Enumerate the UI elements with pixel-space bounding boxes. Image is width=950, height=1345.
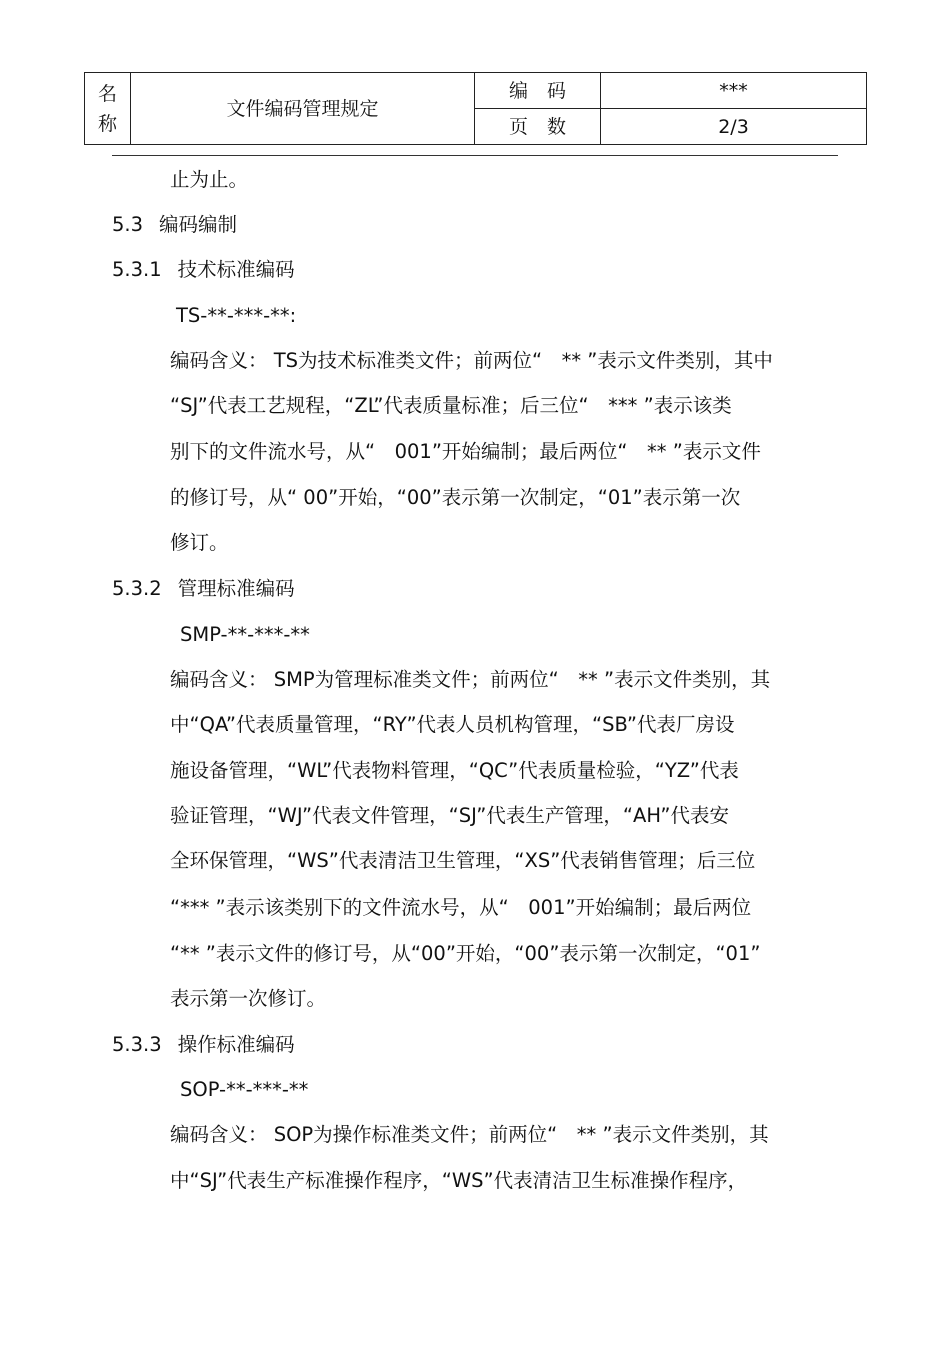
section-number: 5.3.3 bbox=[112, 1033, 162, 1056]
section-title: 操作标准编码 bbox=[177, 1033, 295, 1056]
paragraph-line: 的修订号，从“ 00”开始，“00”表示第一次制定，“01”表示第一次 bbox=[170, 486, 741, 509]
code-format-smp: SMP-**-***-** bbox=[180, 623, 310, 646]
code-label: 编 码 bbox=[475, 73, 601, 109]
paragraph-line: 表示第一次修订。 bbox=[170, 987, 327, 1010]
paragraph-line: “** ”表示文件的修订号，从“00”开始，“00”表示第一次制定，“01” bbox=[170, 942, 761, 965]
section-number: 5.3 bbox=[112, 213, 144, 236]
paragraph-line: 中“QA”代表质量管理，“RY”代表人员机构管理，“SB”代表厂房设 bbox=[170, 713, 735, 736]
section-heading-5-3-1 bbox=[112, 256, 295, 284]
paragraph-line: 全环保管理，“WS”代表清洁卫生管理，“XS”代表销售管理；后三位 bbox=[170, 849, 756, 872]
section-number: 5.3.1 bbox=[112, 258, 162, 281]
paragraph-line: “*** ”表示该类别下的文件流水号，从“ 001”开始编制；最后两位 bbox=[170, 896, 752, 919]
code-format-ts: TS-**-***-**: bbox=[176, 304, 297, 327]
pages-value: 2/3 bbox=[601, 109, 867, 145]
paragraph-line: 编码含义： SMP为管理标准类文件；前两位“ ** ”表示文件类别，其 bbox=[170, 668, 771, 691]
paragraph-line: 止为止。 bbox=[170, 168, 249, 191]
name-label: 名称 bbox=[97, 82, 117, 135]
section-heading-5-3-2 bbox=[112, 575, 295, 603]
paragraph-line: 修订。 bbox=[170, 531, 229, 554]
paragraph-line: 中“SJ”代表生产标准操作程序，“WS”代表清洁卫生标准操作程序， bbox=[170, 1169, 748, 1192]
document-title: 文件编码管理规定 bbox=[131, 73, 475, 145]
paragraph-line: 施设备管理，“WL”代表物料管理，“QC”代表质量检验，“YZ”代表 bbox=[170, 759, 739, 782]
section-number: 5.3.2 bbox=[112, 577, 162, 600]
paragraph-line: 别下的文件流水号，从“ 001”开始编制；最后两位“ ** ”表示文件 bbox=[170, 440, 761, 463]
paragraph-line: 验证管理，“WJ”代表文件管理，“SJ”代表生产管理，“AH”代表安 bbox=[170, 804, 729, 827]
paragraph-line: 编码含义： TS为技术标准类文件；前两位“ ** ”表示文件类别，其中 bbox=[170, 349, 773, 372]
section-heading-5-3 bbox=[112, 211, 237, 239]
pages-label: 页 数 bbox=[475, 109, 601, 145]
code-format-sop: SOP-**-***-** bbox=[180, 1078, 309, 1101]
header-divider bbox=[112, 155, 838, 156]
paragraph-line: “SJ”代表工艺规程，“ZL”代表质量标准；后三位“ *** ”表示该类 bbox=[170, 394, 732, 417]
section-title: 编码编制 bbox=[159, 213, 238, 236]
section-heading-5-3-3 bbox=[112, 1031, 295, 1059]
paragraph-line: 编码含义： SOP为操作标准类文件；前两位“ ** ”表示文件类别，其 bbox=[170, 1123, 769, 1146]
code-value: *** bbox=[601, 73, 867, 109]
name-label-cell bbox=[85, 73, 131, 145]
document-header-table bbox=[84, 72, 867, 145]
section-title: 管理标准编码 bbox=[177, 577, 295, 600]
section-title: 技术标准编码 bbox=[177, 258, 295, 281]
